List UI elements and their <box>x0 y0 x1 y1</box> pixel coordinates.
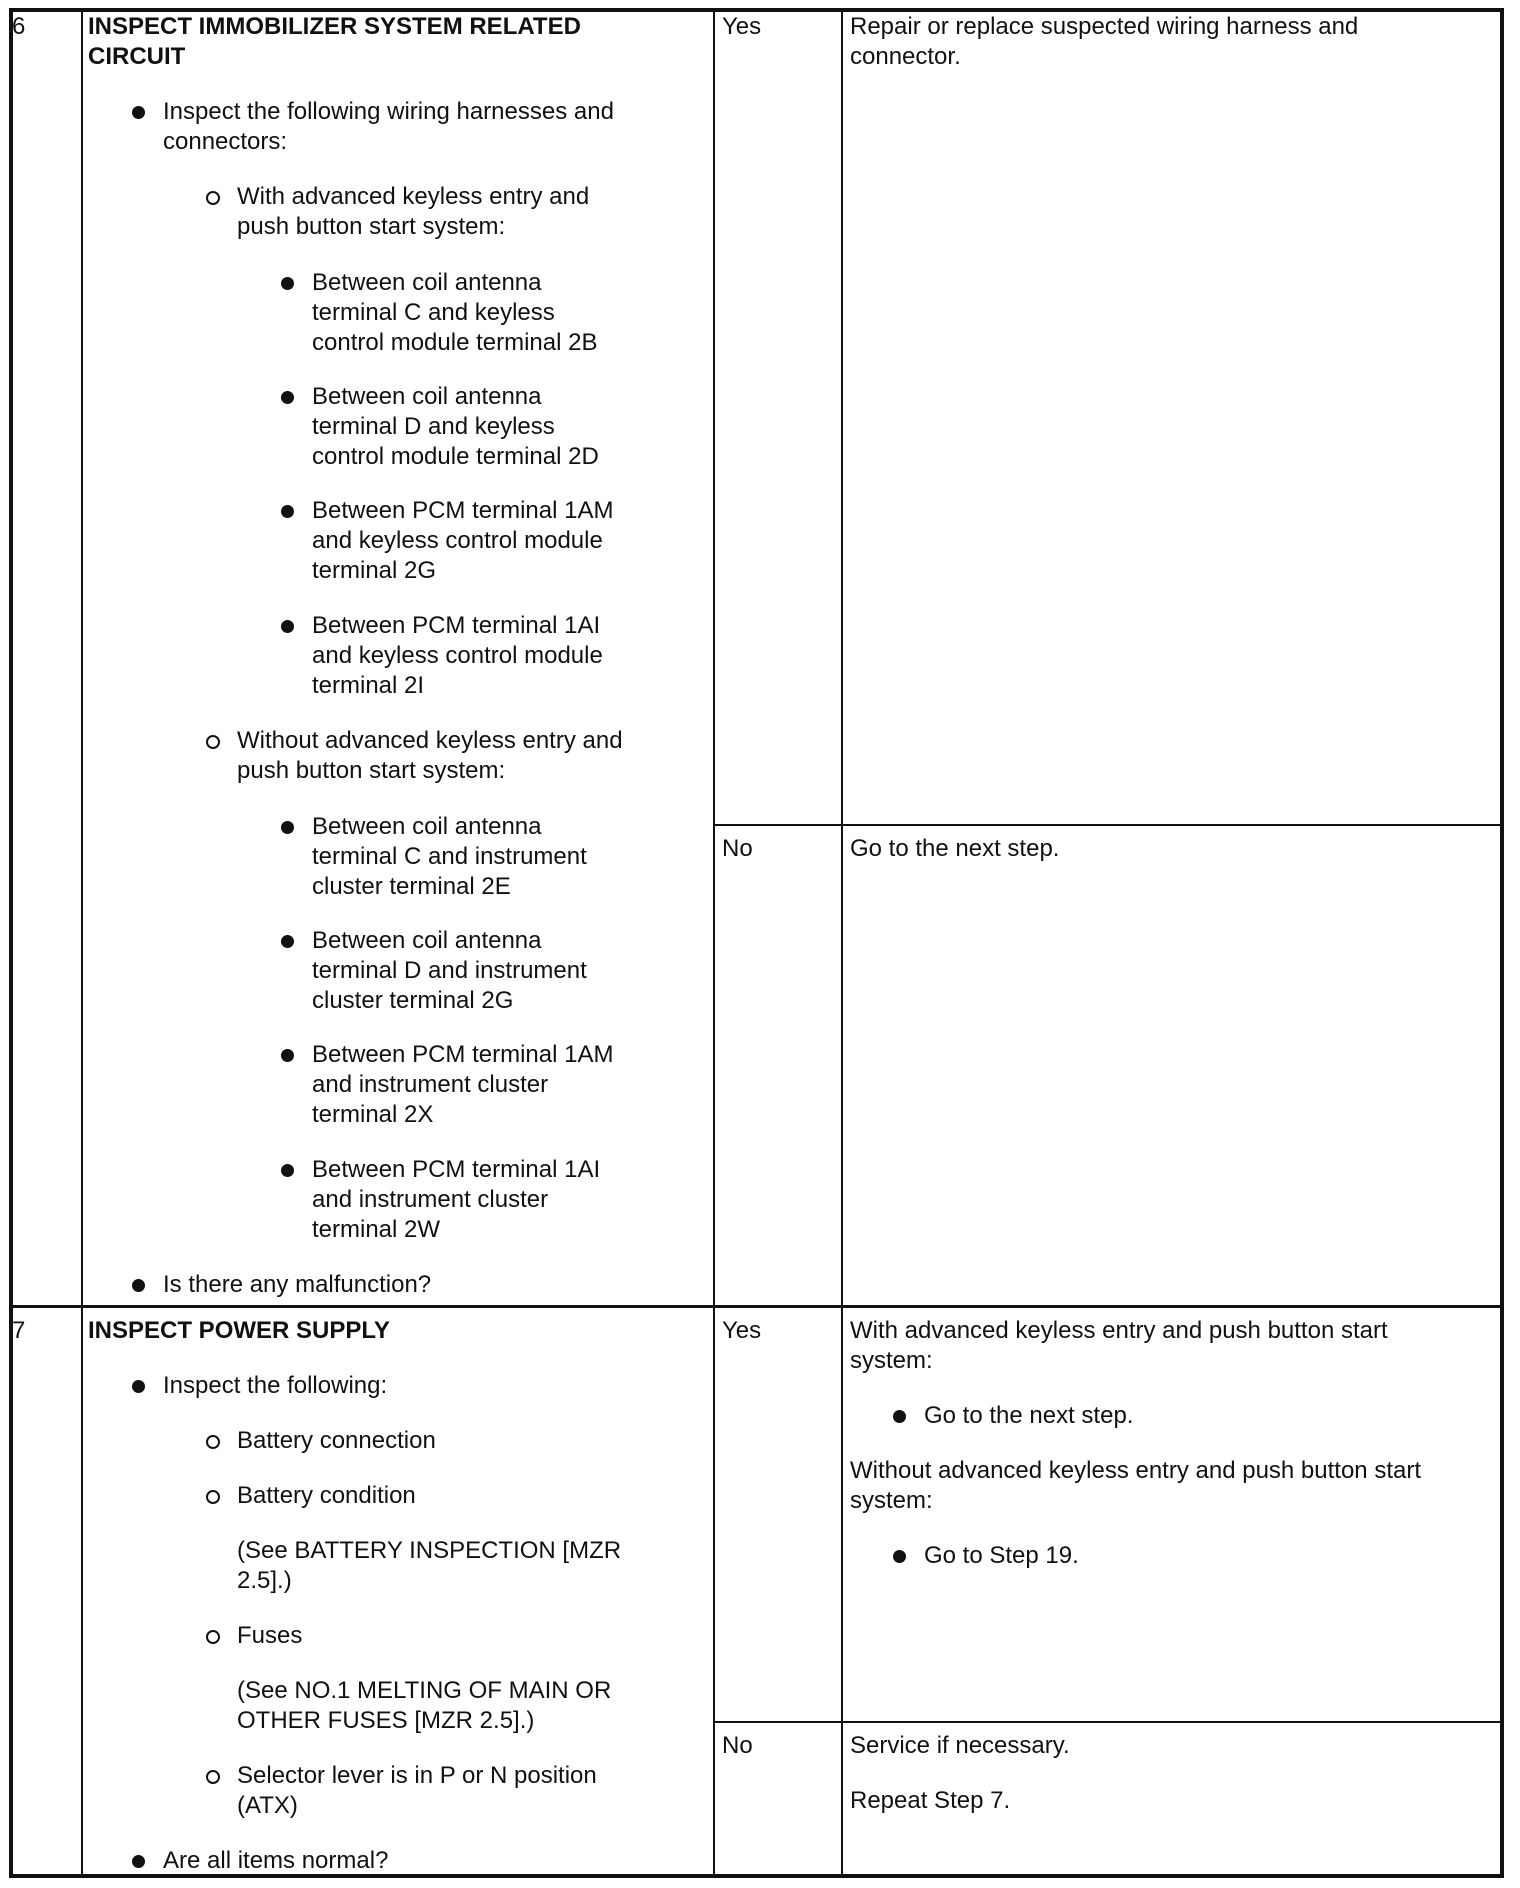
col-divider-step <box>81 8 83 1878</box>
action-yes-with-line-1: With advanced keyless entry and push button start <box>850 1317 1388 1344</box>
check-item-line: cluster terminal 2G <box>312 987 514 1014</box>
result-no: No <box>722 1732 753 1759</box>
bullet-icon <box>281 935 294 948</box>
sub-heading-with-line-2: push button start system: <box>237 213 506 240</box>
action-yes-with-line-2: system: <box>850 1347 933 1374</box>
reference-link[interactable]: (See NO.1 MELTING OF MAIN OR <box>237 1677 612 1704</box>
action-no-line-2: Repeat Step 7. <box>850 1787 1011 1814</box>
check-item-line: Selector lever is in P or N position <box>237 1762 597 1789</box>
check-item-line: and keyless control module <box>312 642 603 669</box>
bullet-icon <box>893 1550 906 1563</box>
check-item-line: and instrument cluster <box>312 1071 549 1098</box>
step-number: 6 <box>12 13 26 40</box>
check-item-line: Between coil antenna <box>312 813 542 840</box>
check-item-line: terminal D and keyless <box>312 413 555 440</box>
bullet-icon <box>281 1164 294 1177</box>
check-item-line: Between PCM terminal 1AM <box>312 497 614 524</box>
check-item-line: and instrument cluster <box>312 1186 549 1213</box>
col-divider-result <box>841 8 843 1878</box>
row7-yes-no-divider <box>713 1721 1503 1723</box>
action-yes-without-line-1: Without advanced keyless entry and push button start <box>850 1457 1421 1484</box>
row6-yes-no-divider <box>713 824 1503 826</box>
bullet-icon <box>132 1855 145 1868</box>
action-yes-with-result: Go to the next step. <box>924 1402 1134 1429</box>
sub-bullet-icon <box>206 1490 220 1504</box>
check-item: Fuses <box>237 1622 303 1649</box>
sub-bullet-icon <box>206 191 220 205</box>
check-item-line: control module terminal 2D <box>312 443 599 470</box>
reference-link[interactable]: OTHER FUSES [MZR 2.5].) <box>237 1707 535 1734</box>
action-yes-line-1: Repair or replace suspected wiring harness and <box>850 13 1359 40</box>
instruction-line-2: connectors: <box>163 128 288 155</box>
check-item-line: (ATX) <box>237 1792 298 1819</box>
sub-heading-with-line-1: With advanced keyless entry and <box>237 183 590 210</box>
action-no: Go to the next step. <box>850 835 1060 862</box>
bullet-icon <box>281 277 294 290</box>
check-item-line: terminal 2W <box>312 1216 441 1243</box>
step-number: 7 <box>12 1317 26 1344</box>
check-item-line: and keyless control module <box>312 527 603 554</box>
check-item-line: terminal C and instrument <box>312 843 587 870</box>
check-item-line: terminal C and keyless <box>312 299 555 326</box>
sub-bullet-icon <box>206 1630 220 1644</box>
bullet-icon <box>281 620 294 633</box>
check-item-line: terminal D and instrument <box>312 957 587 984</box>
table-border <box>9 8 1504 1878</box>
step-title: INSPECT POWER SUPPLY <box>88 1317 390 1344</box>
check-item-line: Between coil antenna <box>312 927 542 954</box>
reference-link[interactable]: (See BATTERY INSPECTION [MZR <box>237 1537 622 1564</box>
result-no: No <box>722 835 753 862</box>
check-item-line: terminal 2G <box>312 557 437 584</box>
sub-bullet-icon <box>206 735 220 749</box>
check-item-line: terminal 2I <box>312 672 425 699</box>
bullet-icon <box>893 1410 906 1423</box>
check-item: Battery connection <box>237 1427 436 1454</box>
col-divider-inspection <box>713 8 715 1878</box>
question: Is there any malfunction? <box>163 1271 432 1298</box>
check-item-line: terminal 2X <box>312 1101 434 1128</box>
bullet-icon <box>132 106 145 119</box>
check-item-line: control module terminal 2B <box>312 329 598 356</box>
bullet-icon <box>281 391 294 404</box>
check-item-line: Between PCM terminal 1AM <box>312 1041 614 1068</box>
bullet-icon <box>281 821 294 834</box>
check-item-line: Between coil antenna <box>312 269 542 296</box>
result-yes: Yes <box>722 1317 762 1344</box>
check-item-line: Between coil antenna <box>312 383 542 410</box>
sub-bullet-icon <box>206 1435 220 1449</box>
instruction: Inspect the following: <box>163 1372 388 1399</box>
sub-bullet-icon <box>206 1770 220 1784</box>
step-title-line-1: INSPECT IMMOBILIZER SYSTEM RELATED <box>88 13 581 40</box>
bullet-icon <box>132 1380 145 1393</box>
sub-heading-without-line-1: Without advanced keyless entry and <box>237 727 623 754</box>
result-yes: Yes <box>722 13 762 40</box>
check-item: Battery condition <box>237 1482 416 1509</box>
check-item-line: Between PCM terminal 1AI <box>312 1156 601 1183</box>
row-divider <box>9 1305 1503 1308</box>
check-item-line: Between PCM terminal 1AI <box>312 612 601 639</box>
bullet-icon <box>281 1049 294 1062</box>
reference-link[interactable]: 2.5].) <box>237 1567 292 1594</box>
instruction-line-1: Inspect the following wiring harnesses and <box>163 98 614 125</box>
action-yes-line-2: connector. <box>850 43 961 70</box>
step-title-line-2: CIRCUIT <box>88 43 186 70</box>
question: Are all items normal? <box>163 1847 389 1874</box>
sub-heading-without-line-2: push button start system: <box>237 757 506 784</box>
action-yes-without-result: Go to Step 19. <box>924 1542 1079 1569</box>
check-item-line: cluster terminal 2E <box>312 873 511 900</box>
action-yes-without-line-2: system: <box>850 1487 933 1514</box>
bullet-icon <box>132 1279 145 1292</box>
action-no-line-1: Service if necessary. <box>850 1732 1070 1759</box>
bullet-icon <box>281 505 294 518</box>
